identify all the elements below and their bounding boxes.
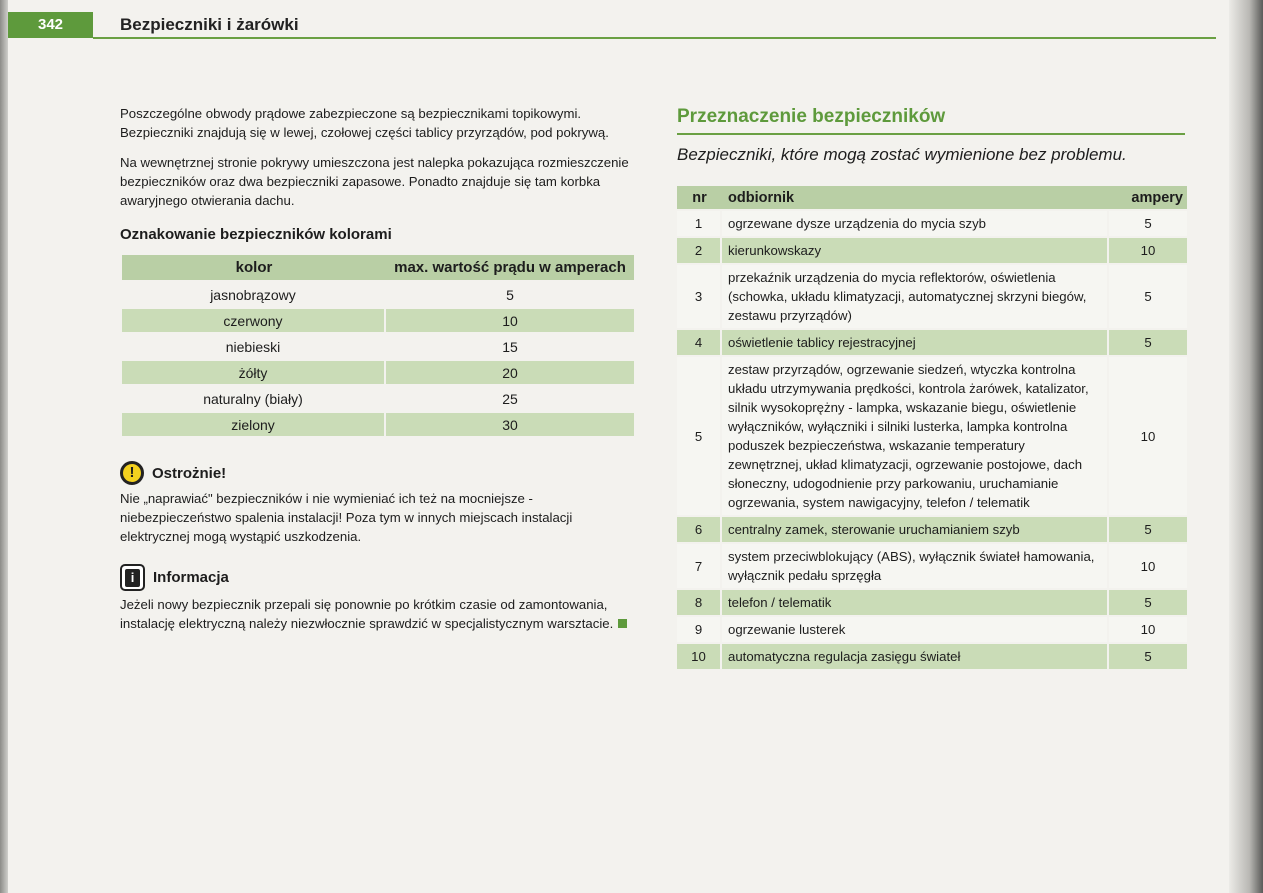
info-icon: i (120, 564, 145, 591)
fuse-amps: 5 (1107, 265, 1187, 328)
fuse-number: 5 (677, 357, 722, 515)
page-title: Bezpieczniki i żarówki (120, 15, 299, 34)
fuse-assignment-table (677, 184, 1187, 671)
color-cell: jasnobrązowy (122, 283, 386, 306)
fuse-assignment-heading: Przeznaczenie bezpieczników (677, 106, 1185, 135)
fuse-amps: 5 (1107, 517, 1187, 542)
fuse-number: 9 (677, 617, 722, 642)
fuse-amps: 10 (1107, 617, 1187, 642)
fuse-number: 1 (677, 211, 722, 236)
fuse-amps: 10 (1107, 544, 1187, 588)
color-cell: niebieski (122, 335, 386, 358)
table-row (677, 211, 1187, 236)
table-row (122, 283, 634, 306)
info-title: Informacja (153, 569, 229, 586)
color-cell: zielony (122, 413, 386, 436)
table-row (677, 357, 1187, 515)
page-number: 342 (8, 12, 93, 38)
table-row (677, 590, 1187, 615)
fuse-consumer: centralny zamek, sterowanie uruchamianiem szyb (722, 517, 1107, 542)
amp-cell: 5 (506, 286, 514, 303)
amp-cell: 15 (502, 338, 518, 355)
warning-text: Nie „naprawiać" bezpieczników i nie wymieniać ich też na mocniejsze - niebezpieczeństwo spalenia instalacji! Poza tym w innych miejscach instalacji elektrycznej mogą wystąpić uszkodzenia. (120, 491, 573, 544)
table-row (122, 413, 634, 436)
table-row (122, 361, 634, 384)
fuse-consumer: system przeciwblokujący (ABS), wyłącznik świateł hamowania, wyłącznik pedału sprzęgła (722, 544, 1107, 588)
table-row (122, 387, 634, 410)
fuse-assignment-subtitle: Bezpieczniki, które mogą zostać wymienione bez problemu. (677, 145, 1127, 164)
right-column (677, 104, 1187, 671)
table-row (677, 265, 1187, 328)
fuse-number: 4 (677, 330, 722, 355)
color-cell: naturalny (biały) (122, 387, 386, 410)
intro-paragraph-2: Na wewnętrznej stronie pokrywy umieszczona jest nalepka pokazująca rozmieszczenie bezpieczników oraz dwa bezpieczniki zapasowe. Ponadto znajduje się tam korbka awaryjnego otwierania dachu. (120, 155, 629, 208)
column-header-nr: nr (677, 186, 722, 209)
header-rule (93, 37, 1216, 39)
table-row (677, 238, 1187, 263)
column-header-max-current: max. wartość prądu w amperach (386, 255, 634, 280)
amp-cell: 10 (386, 309, 634, 332)
info-note (120, 564, 635, 633)
fuse-amps: 5 (1107, 211, 1187, 236)
warning-circle-icon: ! (120, 461, 144, 485)
table-row (122, 335, 634, 358)
table-row (677, 644, 1187, 669)
fuse-number: 3 (677, 265, 722, 328)
info-text: Jeżeli nowy bezpiecznik przepali się ponownie po krótkim czasie od zamontowania, instalację elektryczną należy niezwłocznie sprawdzić w specjalistycznym warsztacie. (120, 597, 614, 631)
fuse-consumer: ogrzewane dysze urządzenia do mycia szyb (722, 211, 1107, 236)
fuse-amps: 5 (1107, 590, 1187, 615)
fuse-color-table (122, 252, 634, 439)
fuse-number: 6 (677, 517, 722, 542)
fuse-consumer: oświetlenie tablicy rejestracyjnej (722, 330, 1107, 355)
table-row (677, 617, 1187, 642)
fuse-number: 8 (677, 590, 722, 615)
fuse-number: 10 (677, 644, 722, 669)
column-header-color: kolor (122, 255, 386, 280)
fuse-consumer: telefon / telematik (722, 590, 1107, 615)
fuse-consumer: automatyczna regulacja zasięgu świateł (722, 644, 1107, 669)
color-cell: czerwony (122, 309, 386, 332)
table-row (677, 517, 1187, 542)
table-row (677, 544, 1187, 588)
amp-cell: 20 (386, 361, 634, 384)
page-header (8, 12, 1216, 38)
warning-title: Ostrożnie! (152, 464, 227, 482)
intro-paragraph-1: Poszczególne obwody prądowe zabezpieczone są bezpiecznikami topikowymi. Bezpieczniki znajdują się w lewej, czołowej części tablicy przyrządów, pod pokrywą. (120, 106, 609, 140)
table-row (122, 309, 634, 332)
fuse-amps: 10 (1107, 238, 1187, 263)
fuse-consumer: kierunkowskazy (722, 238, 1107, 263)
left-column (120, 104, 635, 633)
table-row (677, 330, 1187, 355)
fuse-consumer: ogrzewanie lusterek (722, 617, 1107, 642)
fuse-number: 7 (677, 544, 722, 588)
page-edge-shadow (1229, 0, 1263, 893)
fuse-amps: 10 (1107, 357, 1187, 515)
fuse-consumer: przekaźnik urządzenia do mycia reflektorów, oświetlenia (schowka, układu klimatyzacji, automatycznej skrzyni biegów, zestawu przyrządów) (722, 265, 1107, 328)
fuse-amps: 5 (1107, 644, 1187, 669)
column-header-amps: ampery (1107, 186, 1187, 209)
amp-cell: 30 (386, 413, 634, 436)
column-header-consumer: odbiornik (722, 186, 1107, 209)
color-cell: żółty (122, 361, 386, 384)
section-end-marker (618, 619, 627, 628)
page-binding-shadow (0, 0, 8, 893)
fuse-consumer: zestaw przyrządów, ogrzewanie siedzeń, wtyczka kontrolna układu utrzymywania prędkości, kontrola żarówek, katalizator, silnik wysokoprężny - lampka, wskazanie biegu, oświetlenie wyłączników, wyłączniki i silniki lusterka, lampka kontrolna poduszek bezpieczeństwa, wskazanie temperatury zewnętrznej, układ klimatyzacji, ogrzewanie postojowe, dach słoneczny, udogodnienie przy parkowaniu, uruchamianie ogrzewania, system nawigacyjny, telefon / telematik (722, 357, 1107, 515)
fuse-number: 2 (677, 238, 722, 263)
amp-cell: 25 (502, 390, 518, 407)
warning-note (120, 461, 635, 546)
color-table-heading: Oznakowanie bezpieczników kolorami (120, 226, 392, 243)
fuse-amps: 5 (1107, 330, 1187, 355)
